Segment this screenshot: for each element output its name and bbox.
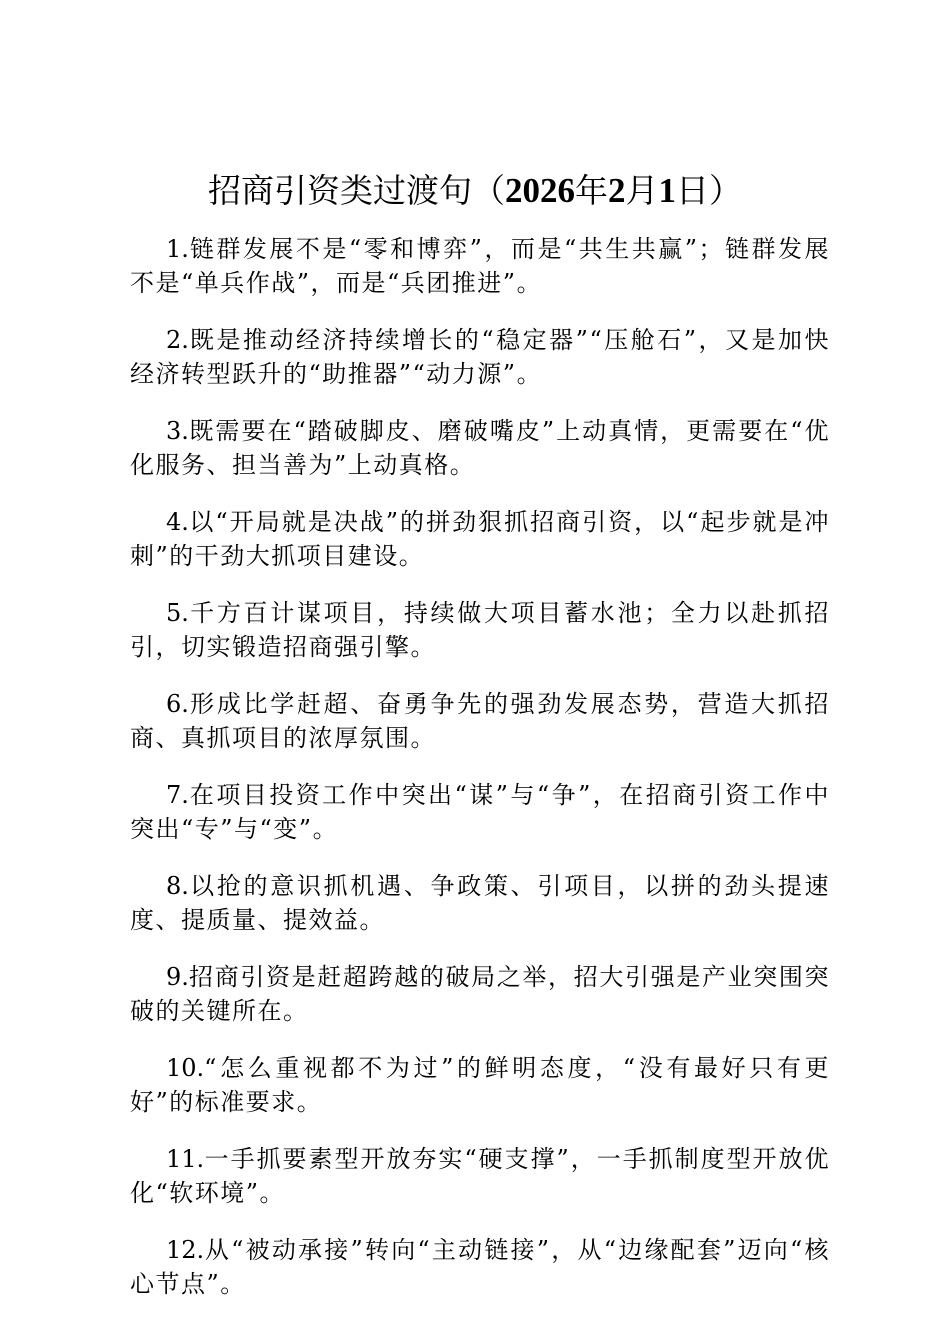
list-item bbox=[130, 596, 830, 664]
list-item bbox=[130, 1233, 830, 1301]
document-title bbox=[0, 166, 950, 216]
list-item bbox=[130, 505, 830, 573]
item-index: 4. bbox=[166, 508, 189, 536]
item-text: 在项目投资工作中突出“谋”与“争”，在招商引资工作中突出“专”与“变”。 bbox=[130, 781, 830, 843]
item-index: 5. bbox=[166, 599, 189, 627]
sentence-list bbox=[130, 232, 830, 1324]
list-item bbox=[130, 232, 830, 300]
title-day: 1 bbox=[658, 171, 676, 210]
title-year-suffix: 年 bbox=[575, 171, 608, 210]
item-text: 既需要在“踏破脚皮、磨破嘴皮”上动真情，更需要在“优化服务、担当善为”上动真格。 bbox=[130, 417, 830, 479]
list-item bbox=[130, 960, 830, 1028]
list-item bbox=[130, 323, 830, 391]
title-day-suffix: 日） bbox=[676, 171, 742, 210]
list-item bbox=[130, 414, 830, 482]
item-text: 链群发展不是“零和博弈”，而是“共生共赢”；链群发展不是“单兵作战”，而是“兵团推进”。 bbox=[130, 235, 830, 297]
item-index: 8. bbox=[166, 872, 189, 900]
title-month-suffix: 月 bbox=[625, 171, 659, 210]
item-index: 12. bbox=[166, 1236, 205, 1264]
list-item bbox=[130, 869, 830, 937]
item-index: 9. bbox=[166, 963, 189, 991]
item-text: “怎么重视都不为过”的鲜明态度，“没有最好只有更好”的标准要求。 bbox=[130, 1054, 830, 1116]
item-index: 11. bbox=[166, 1145, 205, 1173]
item-text: 千方百计谋项目，持续做大项目蓄水池；全力以赴抓招引，切实锻造招商强引擎。 bbox=[130, 599, 830, 661]
item-text: 一手抓要素型开放夯实“硬支撑”，一手抓制度型开放优化“软环境”。 bbox=[130, 1145, 830, 1207]
item-index: 1. bbox=[166, 235, 189, 263]
item-index: 6. bbox=[166, 690, 189, 718]
item-index: 10. bbox=[166, 1054, 205, 1082]
item-text: 以“开局就是决战”的拼劲狠抓招商引资，以“起步就是冲刺”的干劲大抓项目建设。 bbox=[130, 508, 830, 570]
list-item bbox=[130, 778, 830, 846]
list-item bbox=[130, 1142, 830, 1210]
title-month: 2 bbox=[608, 171, 626, 210]
item-text: 既是推动经济持续增长的“稳定器”“压舱石”，又是加快经济转型跃升的“助推器”“动力源”。 bbox=[130, 326, 830, 388]
item-index: 7. bbox=[166, 781, 189, 809]
item-text: 从“被动承接”转向“主动链接”，从“边缘配套”迈向“核心节点”。 bbox=[130, 1236, 830, 1298]
list-item bbox=[130, 687, 830, 755]
item-text: 以抢的意识抓机遇、争政策、引项目，以拼的劲头提速度、提质量、提效益。 bbox=[130, 872, 830, 934]
title-prefix: 招商引资类过渡句（ bbox=[208, 171, 505, 210]
title-year: 2026 bbox=[505, 171, 575, 210]
list-item bbox=[130, 1051, 830, 1119]
item-index: 2. bbox=[166, 326, 189, 354]
item-index: 3. bbox=[166, 417, 189, 445]
item-text: 招商引资是赶超跨越的破局之举，招大引强是产业突围突破的关键所在。 bbox=[130, 963, 830, 1025]
item-text: 形成比学赶超、奋勇争先的强劲发展态势，营造大抓招商、真抓项目的浓厚氛围。 bbox=[130, 690, 830, 752]
